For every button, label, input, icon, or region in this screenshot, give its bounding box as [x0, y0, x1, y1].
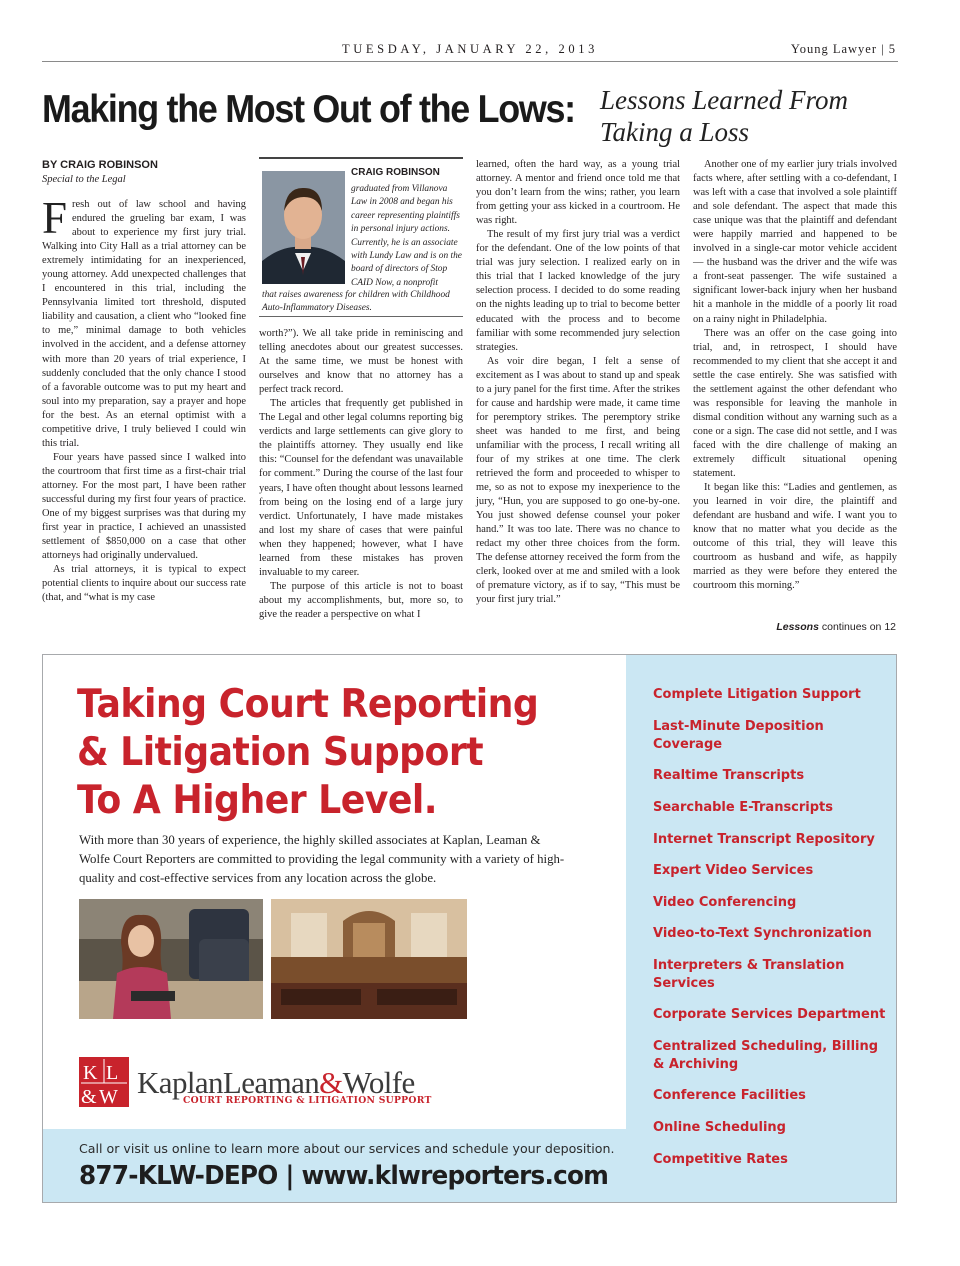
bio-text: graduated from Villanova Law in 2008 and began his career representing plaintiffs in personal injury actions. Currently, he is an associate with Lundy Law and is on the board of directors of Stop CAID Now, a nonprofit: [351, 184, 462, 288]
article-column-2: [259, 327, 463, 622]
ad-contact-bar: [43, 1129, 628, 1202]
paragraph: worth?”). We all take pride in reminiscing and telling anecdotes about our greatest successes. At the same time, we must be honest with ourselves and know that no attorney has a perfect track record.: [259, 328, 463, 396]
drop-cap: F: [42, 193, 68, 243]
klw-tagline: COURT REPORTING & LITIGATION SUPPORT: [183, 1095, 432, 1106]
article-column-1: [42, 193, 246, 605]
service-item: Complete Litigation Support: [653, 687, 861, 702]
bio-text-continued: that raises awareness for children with Childhood Auto-Inflammatory Diseases.: [262, 290, 450, 314]
service-item: Online Scheduling: [653, 1120, 786, 1135]
paragraph: The articles that frequently get published in The Legal and other legal columns reporting big verdicts and large settlements can give glory to the plaintiffs attorney. They usually end like this: “Counsel for the defendant was unavailable for comment.” During the course of the last four years, I have often thought about lessons learned from being on the losing end of a large jury verdict. Unfortunately, I have made mistakes and lost my share of cases that were painful when they happened; however, what I have learned from these mistakes has proven invaluable to my career.: [259, 398, 463, 578]
ad-services-panel: [626, 655, 896, 1202]
section-page: Young Lawyer | 5: [790, 42, 896, 56]
ad-headline-line: & Litigation Support: [77, 730, 484, 775]
ad-phone-and-website: 877-KLW-DEPO | www.klwreporters.com: [79, 1161, 609, 1191]
ad-call-to-action: Call or visit us online to learn more about our services and schedule your deposition.: [79, 1141, 615, 1156]
service-item: Realtime Transcripts: [653, 768, 805, 783]
ad-headline: [77, 681, 538, 825]
subhead-line-2: Taking a Loss: [600, 117, 750, 147]
service-item: Video-to-Text Synchronization: [653, 926, 872, 941]
running-head: [42, 42, 898, 62]
paragraph: The purpose of this article is not to boast about my accomplishments, but, more so, to give the reader a perspective on what I: [259, 580, 463, 620]
paragraph: Another one of my earlier jury trials involved facts where, after settling with a co-defendant, I was left with a case that involved a sole plaintiff and sole defendant. The aspect that made this case unique was that the plaintiff and defendant were happily married and happened to be involved in a single-car motor vehicle accident — the husband was the driver and the wife was a front-seat passenger. The wife sustained a significant lower-back injury when her husband hit a manhole in the middle of a poorly lit road on a rainy night in Philadelphia.: [693, 159, 897, 325]
article-headline: Making the Most Out of the Lows:: [42, 88, 575, 131]
svg-text:W: W: [99, 1086, 118, 1107]
service-item: Conference Facilities: [653, 1088, 806, 1103]
paragraph: It began like this: “Ladies and gentlemen, as you learned in voir dire, the plaintiff and defendant are husband and wife. I want you to know that no matter what you decide as the outcome of this trial, they will leave this courtroom as husband and wife, as happily married as they were before they entered the courtroom this morning.”: [693, 482, 897, 592]
service-item: Searchable E-Transcripts: [653, 800, 834, 815]
service-item: Centralized Scheduling, Billing & Archiving: [653, 1039, 879, 1072]
byline-affiliation: Special to the Legal: [42, 174, 126, 185]
bio-name: CRAIG ROBINSON: [351, 167, 440, 178]
paragraph: There was an offer on the case going into trial, and, in retrospect, I should have recommended to my client that she accept it and settle the case entirely. She was satisfied with the settlement against the other defendant who was responsible for leaving the manhole in dismal condition without any warning such as a cone or a sign. The case did not settle, and I was faced with the dire challenge of making an extremely difficult situational opening statement.: [693, 327, 897, 480]
paragraph: Four years have passed since I walked into the courtroom that first time as a first-chair trial attorney. For the most part, I have been rather successful during my first four years of practice. One of my biggest surprises was that during my first year in practice, I achieved an unassisted settlement of $850,000 on a case that other attorneys had originally undervalued.: [42, 451, 246, 562]
article-column-4: [693, 158, 897, 593]
paragraph: As voir dire began, I felt a sense of excitement as I was about to stand up and speak to a jury panel for the first time. After the strikes for cause and hardship were made, it came time for peremptory strikes. The peremptory strike sheet was handed to me first, and being unfamiliar with the process, I recall writing all four of my strikes at one time. The clerk retrieved the form and proceeded to whisper to me, so as not to expose my inexperience to the jury, “Hun, you are supposed to go one-by-one. You just showed defense counsel your poker hand.” It was too late. There was no chance to redact my other three choices from the form. The defense attorney received the form from the clerk, looked over at me and smiled with a look of premature victory, as if to say, “This must be your first jury trial.”: [476, 355, 680, 606]
author-photo: [262, 171, 345, 284]
klw-company-name: KaplanLeaman&Wolfe: [137, 1065, 415, 1100]
service-item: Internet Transcript Repository: [653, 832, 875, 847]
subhead-line-1: Lessons Learned From: [600, 85, 849, 115]
author-bio-box: [259, 157, 463, 317]
article-column-3: [476, 158, 680, 608]
byline: BY CRAIG ROBINSON: [42, 159, 158, 171]
issue-date: TUESDAY, JANUARY 22, 2013: [342, 42, 598, 56]
svg-text:K: K: [83, 1062, 98, 1084]
continued-jump-line: Lessons continues on 12: [776, 621, 896, 633]
advertisement: [42, 654, 897, 1203]
service-item: Interpreters & Translation Services: [653, 958, 845, 991]
paragraph: Fresh out of law school and having endured the grueling bar exam, I was about to experience my first jury trial. Walking into City Hall as a trial attorney can be extremely intimidating for an inexperienced, young attorney. Add unexpected challenges that I encountered in this trial, including the Pennsylvania limited tort threshold, disputed liability and causation, a client who “looked fine to me,” minimal damage to both vehicles involved in the accident, and a defense attorney with more than 20 years of trial experience, I suddenly concluded that the only chance I stood of a favorable outcome was to put my heart and soul into my preparation, say a prayer and hope for the best. As an eternal optimist with a competitive drive, I truly believed I could win this trial.: [42, 193, 246, 449]
paragraph: learned, often the hard way, as a young trial attorney. A mentor and friend once told me that you don’t learn from the wins; rather, you learn from getting your ass kicked in a courtroom. He was right.: [476, 159, 680, 227]
svg-text:L: L: [106, 1062, 119, 1084]
ad-photo-courtroom: [271, 899, 467, 1019]
klw-logo-icon: [79, 1057, 129, 1107]
service-item: Video Conferencing: [653, 895, 797, 910]
svg-text:&: &: [81, 1086, 97, 1107]
service-item: Competitive Rates: [653, 1152, 788, 1167]
ad-headline-line: To A Higher Level.: [77, 778, 437, 823]
service-item: Corporate Services Department: [653, 1007, 886, 1022]
article-subhead: [600, 84, 848, 148]
paragraph: As trial attorneys, it is typical to expect potential clients to inquire about our success rate (that, and “what is my case: [42, 564, 246, 604]
ad-description: With more than 30 years of experience, the highly skilled associates at Kaplan, Leaman & Wolfe Court Reporters are committed to providing the legal community with a variety of high-quality and cost-effective services from any location across the globe.: [79, 833, 565, 885]
service-item: Last-Minute Deposition Coverage: [653, 719, 824, 752]
service-item: Expert Video Services: [653, 863, 814, 878]
ad-headline-line: Taking Court Reporting: [77, 682, 539, 727]
paragraph: The result of my first jury trial was a verdict for the defendant. One of the low points of that trial was jury selection. I realized early on in this trial that I lacked knowledge of the jury selection process. I decided to do some reading on the nights leading up to trial to become better educated with the process and to become familiar with some recommended jury selection strategies.: [476, 229, 680, 353]
ad-photo-reporter: [79, 899, 263, 1019]
